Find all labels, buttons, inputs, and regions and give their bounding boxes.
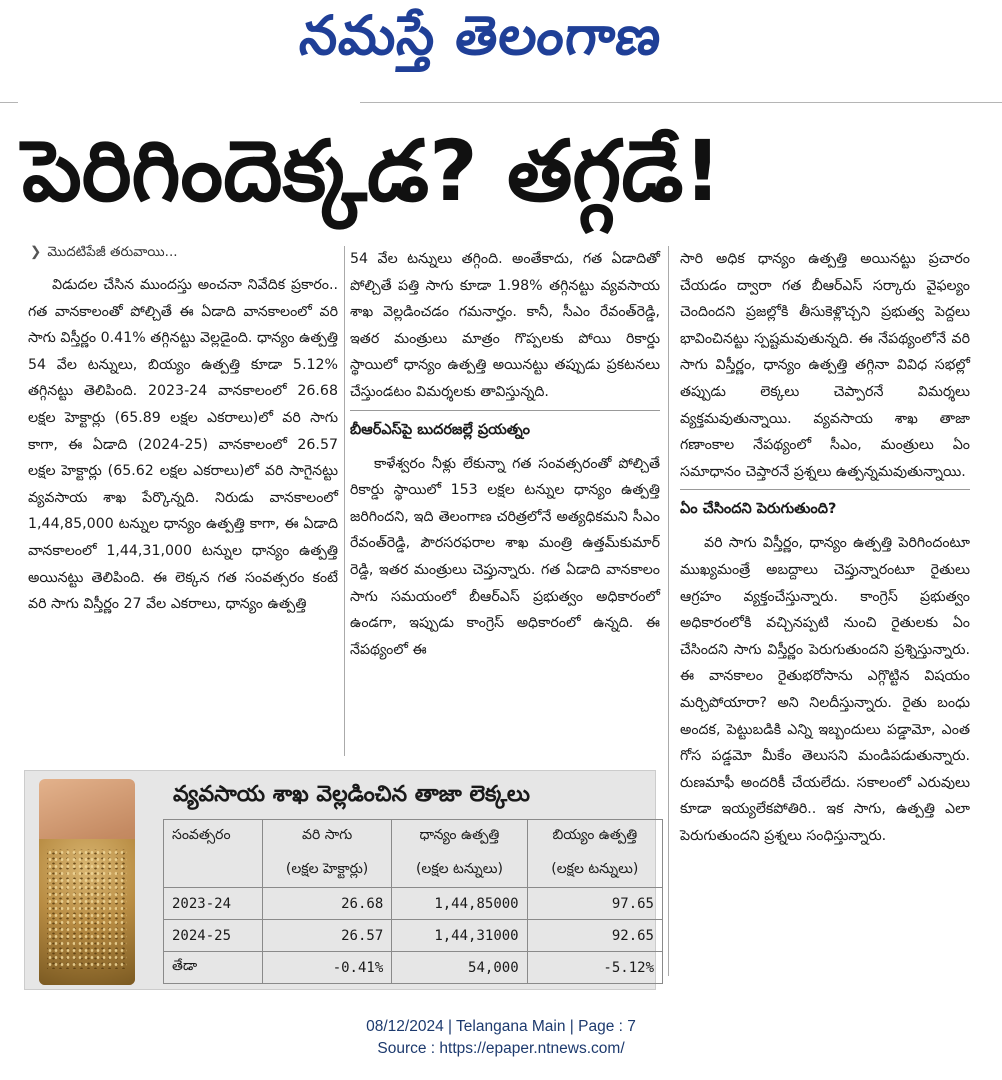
header-grain: ధాన్యం ఉత్పత్తి: [392, 820, 527, 854]
column-divider-1: [344, 246, 345, 756]
newspaper-logo: నమస్తే తెలంగాణ: [296, 4, 666, 67]
row-paddy: 26.68: [262, 888, 391, 920]
table-row: [164, 952, 663, 984]
infobox-title: వ్యవసాయ శాఖ వెల్లడించిన తాజా లెక్కలు: [173, 782, 531, 807]
article-column-3: [680, 246, 970, 849]
header-rice: బియ్యం ఉత్పత్తి: [527, 820, 662, 854]
row-rice: -5.12%: [527, 952, 662, 984]
masthead-rule-left: [0, 102, 18, 103]
unit-grain: (లక్షల టన్నులు): [392, 854, 527, 888]
footer-edition-info: 08/12/2024 | Telangana Main | Page : 7: [366, 1018, 636, 1035]
masthead: [0, 0, 1002, 100]
column-2-para-2: కాళేశ్వరం నీళ్లు లేకున్నా గత సంవత్సరంతో పోల్చితే రికార్డు స్థాయిలో 153 లక్షల టన్నుల ధాన్యం ఉత్పత్తి జరిగిందని, ఇది తెలంగాణ చరిత్రలోనే అత్యధికమని సీఎం రేవంత్‌రెడ్డి, పౌరసరఫరాల శాఖ మంత్రి ఉత్తమ్‌కుమార్ రెడ్డి, ఇతర మంత్రులు చెప్తున్నారు. గత ఏడాది వానకాలం సాగు సమయంలో బీఆర్‌ఎస్ ప్రభుత్వం అధికారంలో ఉండగా, ఇప్పుడు కాంగ్రెస్ అధికారంలో ఉన్నది. ఈ నేపథ్యంలో ఈ: [350, 455, 660, 658]
unit-rice: (లక్షల టన్నులు): [527, 854, 662, 888]
row-year: తేడా: [164, 952, 263, 984]
header-year: సంవత్సరం: [164, 820, 263, 854]
unit-paddy: (లక్షల హెక్టార్లు): [262, 854, 391, 888]
table-unit-row: [164, 854, 663, 888]
column-1-text: విడుదల చేసిన ముందస్తు అంచనా నివేదిక ప్రకారం.. గత వానకాలంతో పోల్చితే ఈ ఏడాది వానకాలంలో వరి సాగు విస్తీర్ణం 0.41% తగ్గినట్టు వెల్లడైంది. ధాన్యం ఉత్పత్తి 54 వేల టన్నులు, బియ్యం ఉత్పత్తి కూడా 5.12% తగ్గినట్టు తెలిపింది. 2023-24 వానకాలంలో 26.68 లక్షల హెక్టార్లు (65.89 లక్షల ఎకరాలు)లో వరి సాగు కాగా, ఈ ఏడాది (2024-25) వానకాలంలో 26.57 లక్షల హెక్టార్లు (65.62 లక్షల ఎకరాలు)లో వరి సాగైనట్టు వ్యవసాయ శాఖ పేర్కొన్నది. నిరుడు వానకాలంలో 1,44,85,000 టన్నుల ధాన్యం ఉత్పత్తి కాగా, ఈ ఏడాది వానకాలంలో 1,44,31,000 టన్నుల ధాన్యం ఉత్పత్తి అయినట్టు తెలిపింది. ఈ లెక్కన గత సంవత్సరం కంటే వరి సాగు విస్తీర్ణం 27 వేల ఎకరాలు, ధాన్యం ఉత్పత్తి: [28, 277, 338, 613]
column-divider-2: [668, 246, 669, 976]
table-row: [164, 920, 663, 952]
paddy-grain-photo: [39, 779, 135, 985]
row-paddy: -0.41%: [262, 952, 391, 984]
article-column-1: [28, 272, 338, 618]
continued-text: మొదటిపేజీ తరువాయి...: [47, 244, 178, 260]
stats-infobox: [24, 770, 656, 990]
row-paddy: 26.57: [262, 920, 391, 952]
page-footer: [0, 1016, 1002, 1060]
subhead-rule: [680, 489, 970, 490]
masthead-rule-right: [360, 102, 1002, 103]
column-2-para-1: 54 వేల టన్నులు తగ్గింది. అంతేకాదు, గత ఏడాదితో పోల్చితే పత్తి సాగు కూడా 1.98% తగ్గినట్టు వ్యవసాయ శాఖ వెల్లడించడం గమనార్హం. కానీ, సీఎం రేవంత్‌రెడ్డి, ఇతర మంత్రులు మాత్రం గొప్పలకు పోయి రికార్డు స్థాయిలో ధాన్యం ఉత్పత్తి అయినట్టు తప్పుడు ప్రకటనలు చేస్తుండటం విమర్శలకు తావిస్తున్నది.: [350, 251, 660, 400]
headline: పెరిగిందెక్కడ? తగ్గడే!: [22, 122, 722, 220]
row-grain: 1,44,85000: [392, 888, 527, 920]
row-rice: 97.65: [527, 888, 662, 920]
column-3-para-1: సారి అధిక ధాన్యం ఉత్పత్తి అయినట్టు ప్రచారం చేయడం ద్వారా గత బీఆర్‌ఎస్ సర్కారు వైఫల్యం చెందిందని ప్రజల్లోకి తీసుకెళ్లొచ్చని ప్రభుత్వ పెద్దలు భావించినట్టు స్పష్టమవుతున్నది. ఈ నేపథ్యంలోనే వరి సాగు విస్తీర్ణం, ధాన్యం ఉత్పత్తి తగ్గినా వివిధ సభల్లో తప్పుడు లెక్కలు చెప్పారనే విమర్శలు వ్యక్తమవుతున్నాయి. వ్యవసాయ శాఖ తాజా గణాంకాల నేపథ్యంలో సీఎం, మంత్రులు ఏం సమాధానం చెప్తారనే ప్రశ్నలు ఉత్పన్నమవుతున్నాయి.: [680, 251, 970, 480]
row-grain: 1,44,31000: [392, 920, 527, 952]
chevron-right-icon: ❯: [30, 244, 42, 260]
table-row: [164, 888, 663, 920]
column-3-para-2: వరి సాగు విస్తీర్ణం, ధాన్యం ఉత్పత్తి పెరిగిందంటూ ముఖ్యమంత్రే అబద్దాలు చెప్తున్నారంటూ రైతులు ఆగ్రహం వ్యక్తంచేస్తున్నారు. కాంగ్రెస్ ప్రభుత్వం అధికారంలోకి వచ్చినప్పటి నుంచి రైతులకు ఏం చేసిందని సాగు విస్తీర్ణం పెరుగుతుందని ప్రశ్నిస్తున్నారు. ఈ వానకాలం రైతుభరోసాను ఎగ్గొట్టిన విషయం మర్చిపోయారా? అని నిలదీస్తున్నారు. రైతు బంధు అందక, పెట్టుబడికి ఎన్ని ఇబ్బందులు పడ్డామో, ఎంత గోస పడ్డమో మీకేం తెలుసని మండిపడుతున్నారు. రుణమాఫీ అందరికీ చేయలేదు. సకాలంలో ఎరువులు కూడా ఇయ్యలేకపోతిరి.. ఇక సాగు, ఉత్పత్తి ఎలా పెరుగుతుందని ప్రశ్నలు సంధిస్తున్నారు.: [680, 535, 970, 844]
column-3-subhead: ఏం చేసిందని పెరుగుతుంది?: [680, 501, 837, 518]
header-paddy: వరి సాగు: [262, 820, 391, 854]
stats-table: [163, 819, 663, 984]
row-year: 2023-24: [164, 888, 263, 920]
article-column-2: [350, 246, 660, 663]
continued-label: [30, 244, 178, 263]
row-year: 2024-25: [164, 920, 263, 952]
footer-source-link[interactable]: Source : https://epaper.ntnews.com/: [377, 1040, 625, 1057]
row-rice: 92.65: [527, 920, 662, 952]
subhead-rule: [350, 410, 660, 411]
table-header-row: [164, 820, 663, 854]
row-grain: 54,000: [392, 952, 527, 984]
column-2-subhead: బీఆర్‌ఎస్‌పై బుదరజల్లే ప్రయత్నం: [350, 421, 530, 438]
